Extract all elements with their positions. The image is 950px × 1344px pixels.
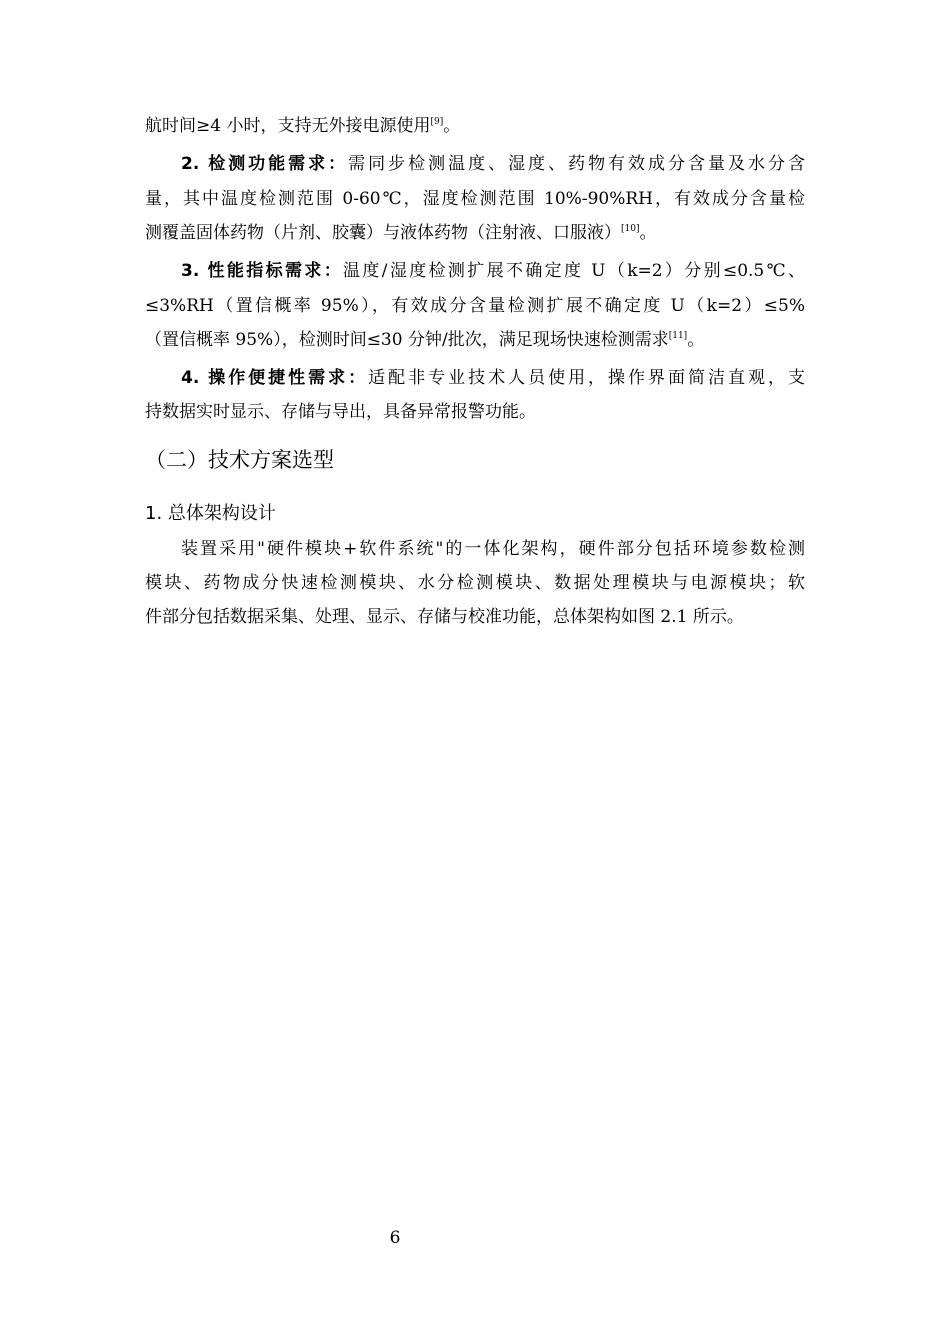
item-lead: 4. 操作便捷性需求：	[181, 368, 369, 388]
paragraph-line	[181, 153, 805, 175]
paragraph-line: ≤3%RH（置信概率 95%），有效成分含量检测扩展不确定度 U（k=2）≤5%	[145, 296, 805, 316]
item-lead: 3. 性能指标需求：	[181, 261, 344, 281]
paragraph-line	[145, 115, 805, 137]
text-run: 航时间≥4 小时，支持无外接电源使用	[145, 116, 431, 136]
paragraph-line: 模块、药物成分快速检测模块、水分检测模块、数据处理模块与电源模块；软	[145, 573, 805, 593]
text-run: 。	[687, 330, 705, 350]
paragraph-line	[145, 329, 805, 351]
item-lead: 2. 检测功能需求：	[181, 154, 349, 174]
text-run: 适配非专业技术人员使用，操作界面简洁直观，支	[368, 368, 805, 388]
text-run: （置信概率 95%），检测时间≤30 分钟/批次，满足现场快速检测需求	[145, 330, 669, 350]
paragraph-line	[181, 367, 805, 389]
text-run: 需同步检测温度、湿度、药物有效成分含量及水分含	[348, 154, 805, 174]
citation-ref: [10]	[621, 224, 640, 234]
text-run: 。	[443, 116, 461, 136]
paragraph-line	[145, 222, 805, 244]
paragraph-line: 装置采用"硬件模块+软件系统"的一体化架构，硬件部分包括环境参数检测	[181, 539, 805, 559]
paragraph-line: 件部分包括数据采集、处理、显示、存储与校准功能，总体架构如图 2.1 所示。	[145, 607, 744, 627]
citation-ref: [11]	[668, 331, 688, 341]
subsection-heading: 1. 总体架构设计	[145, 503, 276, 524]
section-heading: （二）技术方案选型	[145, 448, 334, 472]
text-run: 。	[639, 223, 657, 243]
paragraph-line: 量，其中温度检测范围 0-60℃，湿度检测范围 10%-90%RH，有效成分含量检	[145, 189, 805, 209]
text-run: 温度/湿度检测扩展不确定度 U（k=2）分别≤0.5℃、	[343, 261, 805, 281]
citation-ref: [9]	[430, 117, 444, 127]
paragraph-line: 持数据实时显示、存储与导出，具备异常报警功能。	[145, 402, 536, 422]
text-run: 测覆盖固体药物（片剂、胶囊）与液体药物（注射液、口服液）	[145, 223, 621, 243]
paragraph-line	[181, 260, 805, 282]
page-number: 6	[389, 1228, 401, 1248]
